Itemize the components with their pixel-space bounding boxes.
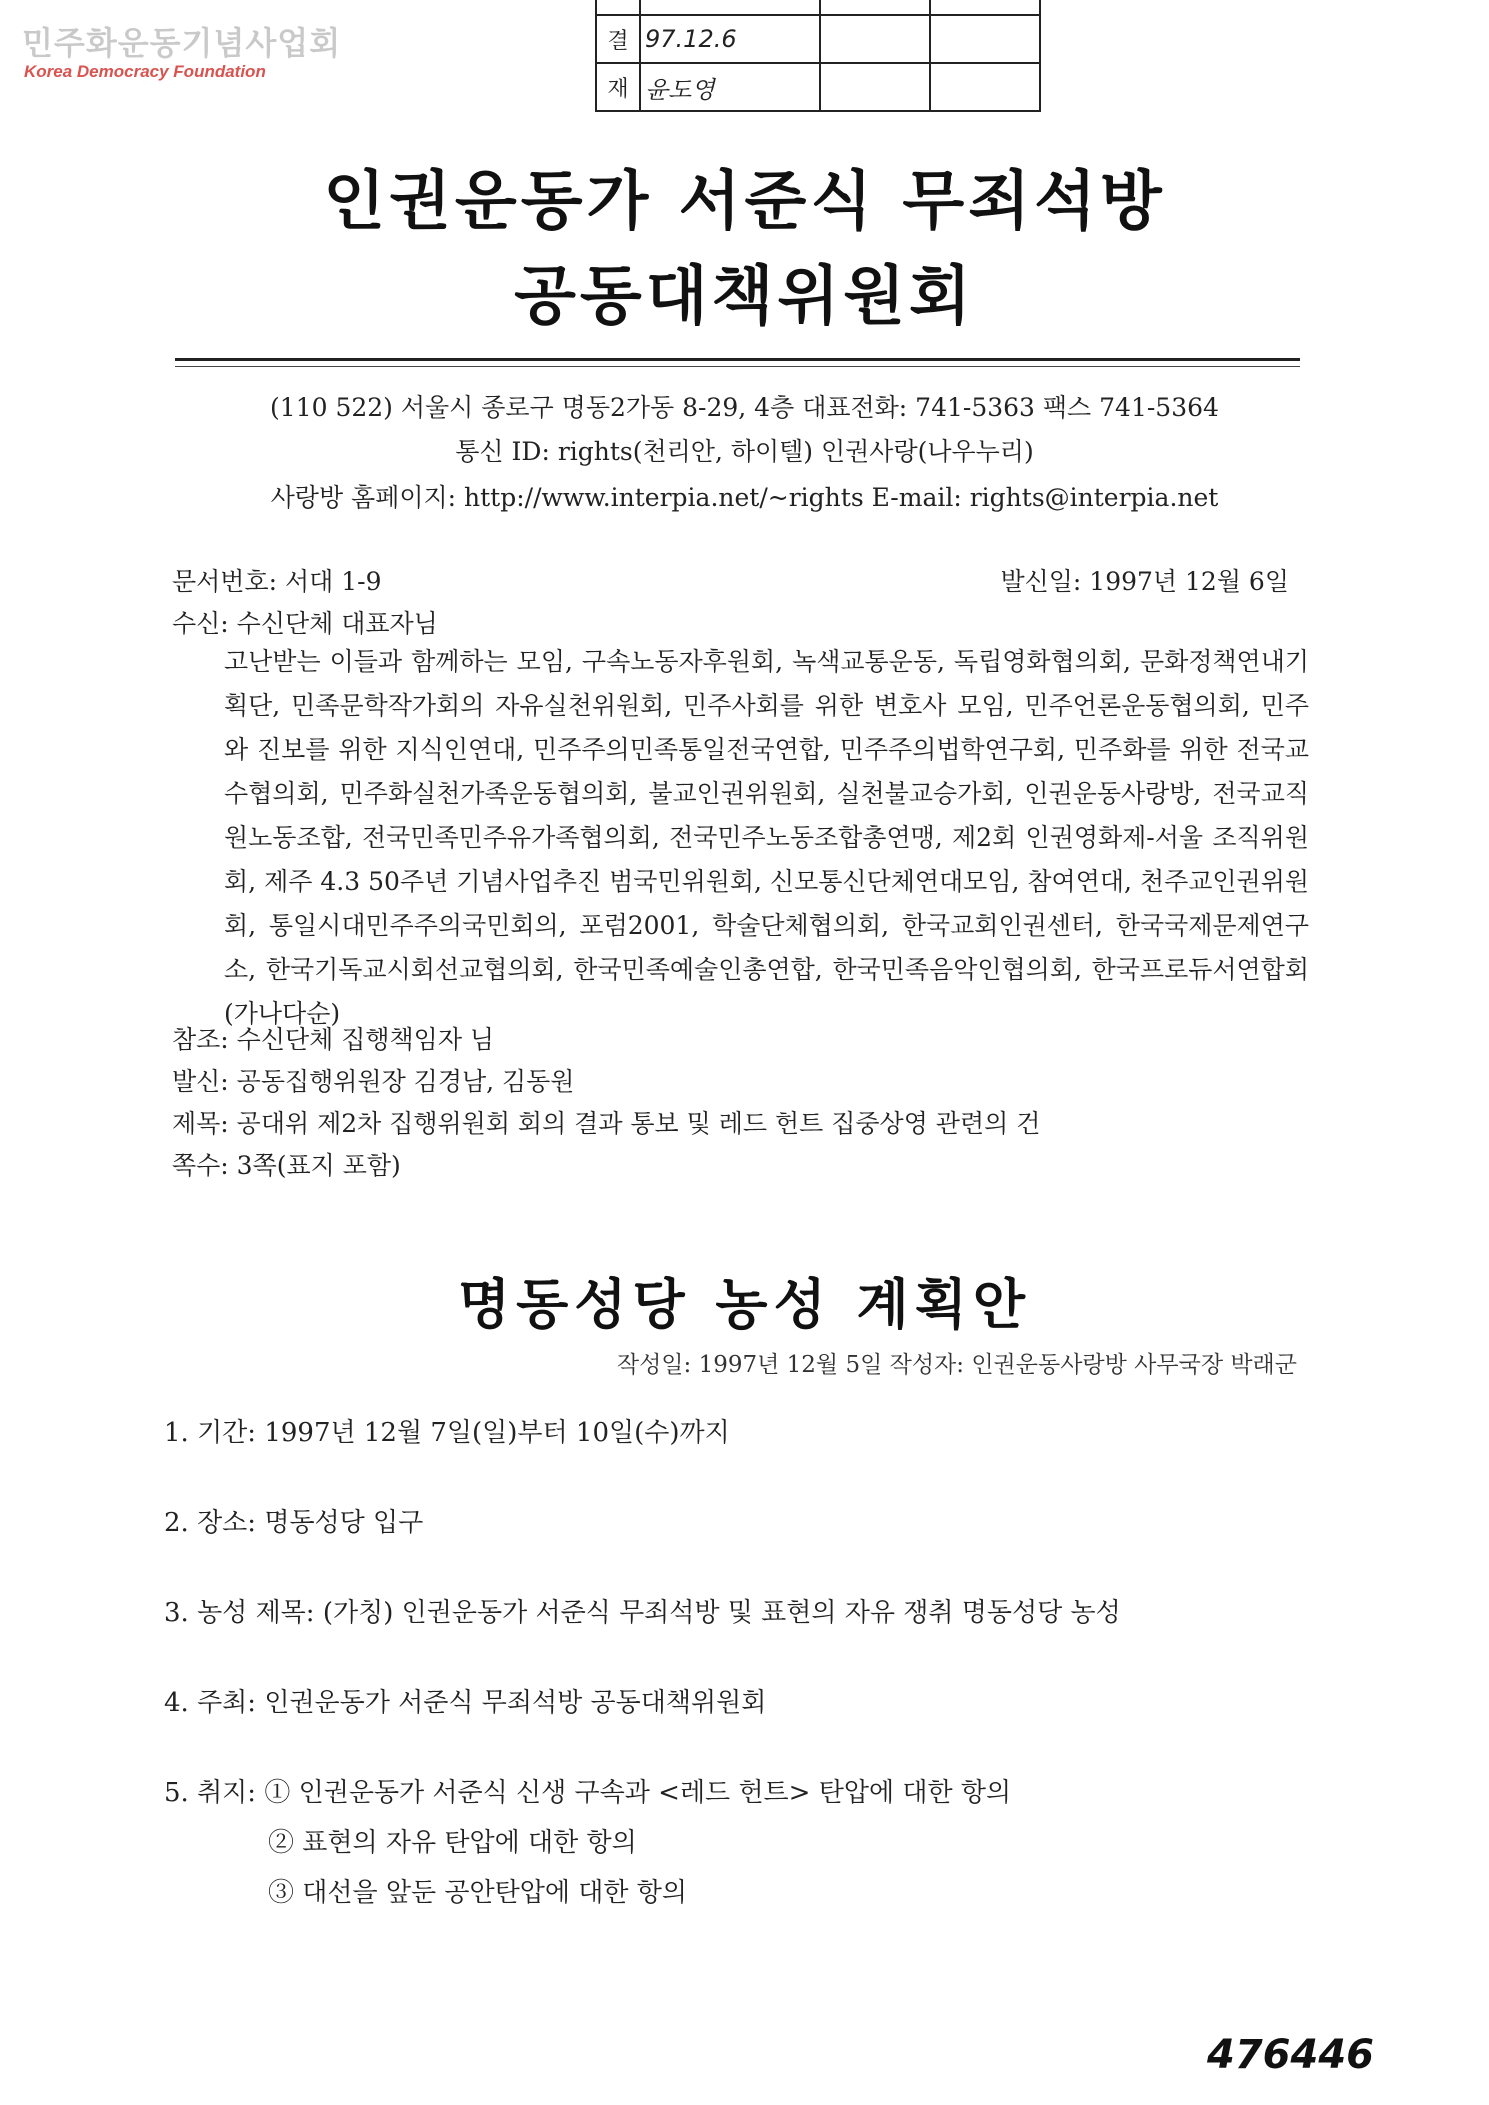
stamp-label-bottom: 재 [596,63,640,111]
plan-item-place: 2. 장소: 명동성당 입구 [164,1508,424,1538]
plan-item-title: 3. 농성 제목: (가칭) 인권운동가 서준식 무죄석방 및 표현의 자유 쟁취 명동성당 농성 [164,1598,1121,1628]
watermark-english: Korea Democracy Foundation [24,62,266,81]
watermark-korean: 민주화운동기념사업회 [22,24,342,62]
sender: 발신: 공동집행위원장 김경남, 김동원 [172,1067,575,1096]
recipient: 수신: 수신단체 대표자님 [172,609,438,638]
stamp-label-top: 결 [596,15,640,63]
page-count: 쪽수: 3쪽(표지 포함) [172,1151,401,1180]
stamp-signature: 윤도영 [640,63,820,111]
send-date: 발신일: 1997년 12월 6일 [1000,567,1289,596]
plan-item-host: 4. 주최: 인권운동가 서준식 무죄석방 공동대책위원회 [164,1688,767,1718]
header-homepage: 사랑방 홈페이지: http://www.interpia.net/~rights E-mail: rights@interpia.net [270,483,1219,512]
approval-stamp [595,0,1041,112]
stamp-date: 97.12.6 [640,15,820,63]
subject: 제목: 공대위 제2차 집행위원회 회의 결과 통보 및 레드 헌트 집중상영 관련의 건 [172,1109,1041,1138]
header-address: (110 522) 서울시 종로구 명동2가동 8-29, 4층 대표전화: 741-5363 팩스 741-5364 [270,393,1219,422]
header-comm-id: 통신 ID: rights(천리안, 하이텔) 인권사랑(나우누리) [455,437,1034,466]
recipient-orgs: 고난받는 이들과 함께하는 모임, 구속노동자후원회, 녹색교통운동, 독립영화협의회, 문화정책연내기획단, 민족문학작가회의 자유실천위원회, 민주사회를 위한 변호사 모임, 민주언론운동협의회, 민주와 진보를 위한 지식인연대, 민주주의민족통일전국연합, 민주주의법학연구회, 민주화를 위한 전국교수협의회, 민주화실천가족운동협의회, 불교인권위원회, 실천불교승가회, 인권운동사랑방, 전국교직원노동조합, 전국민족민주유가족협의회, 전국민주노동조합총연맹, 제2회 인권영화제-서울 조직위원회, 제주 4.3 50주년 기념사업추진 범국민위원회, 신모통신단체연대모임, 참여연대, 천주교인권위원회, 통일시대민주주의국민회의, 포럼2001, 학술단체협의회, 한국교회인권센터, 한국국제문제연구소, 한국기독교시회선교협의회, 한국민족예술인총연합, 한국민족음악인협의회, 한국프로듀서연합회(가나다순) [224,647,1309,1028]
header-rule-thin [175,366,1300,367]
plan-meta: 작성일: 1997년 12월 5일 작성자: 인권운동사랑방 사무국장 박래군 [616,1352,1297,1378]
org-title-line1: 인권운동가 서준식 무죄석방 [323,165,1166,239]
plan-purpose-sub-2: ② 표현의 자유 탄압에 대한 항의 [268,1828,637,1858]
plan-item-purpose: 5. 취지: ① 인권운동가 서준식 신생 구속과 <레드 헌트> 탄압에 대한 항의 [164,1778,1012,1808]
reference: 참조: 수신단체 집행책임자 님 [172,1025,495,1054]
plan-purpose-sub-3: ③ 대선을 앞둔 공안탄압에 대한 항의 [268,1878,687,1908]
org-title-line2: 공동대책위원회 [514,260,975,334]
handwritten-page-number: 476446 [1207,2032,1374,2078]
header-rule [175,358,1300,361]
doc-number: 문서번호: 서대 1-9 [172,567,382,596]
plan-title: 명동성당 농성 계획안 [457,1273,1032,1336]
plan-item-period: 1. 기간: 1997년 12월 7일(일)부터 10일(수)까지 [164,1418,730,1448]
